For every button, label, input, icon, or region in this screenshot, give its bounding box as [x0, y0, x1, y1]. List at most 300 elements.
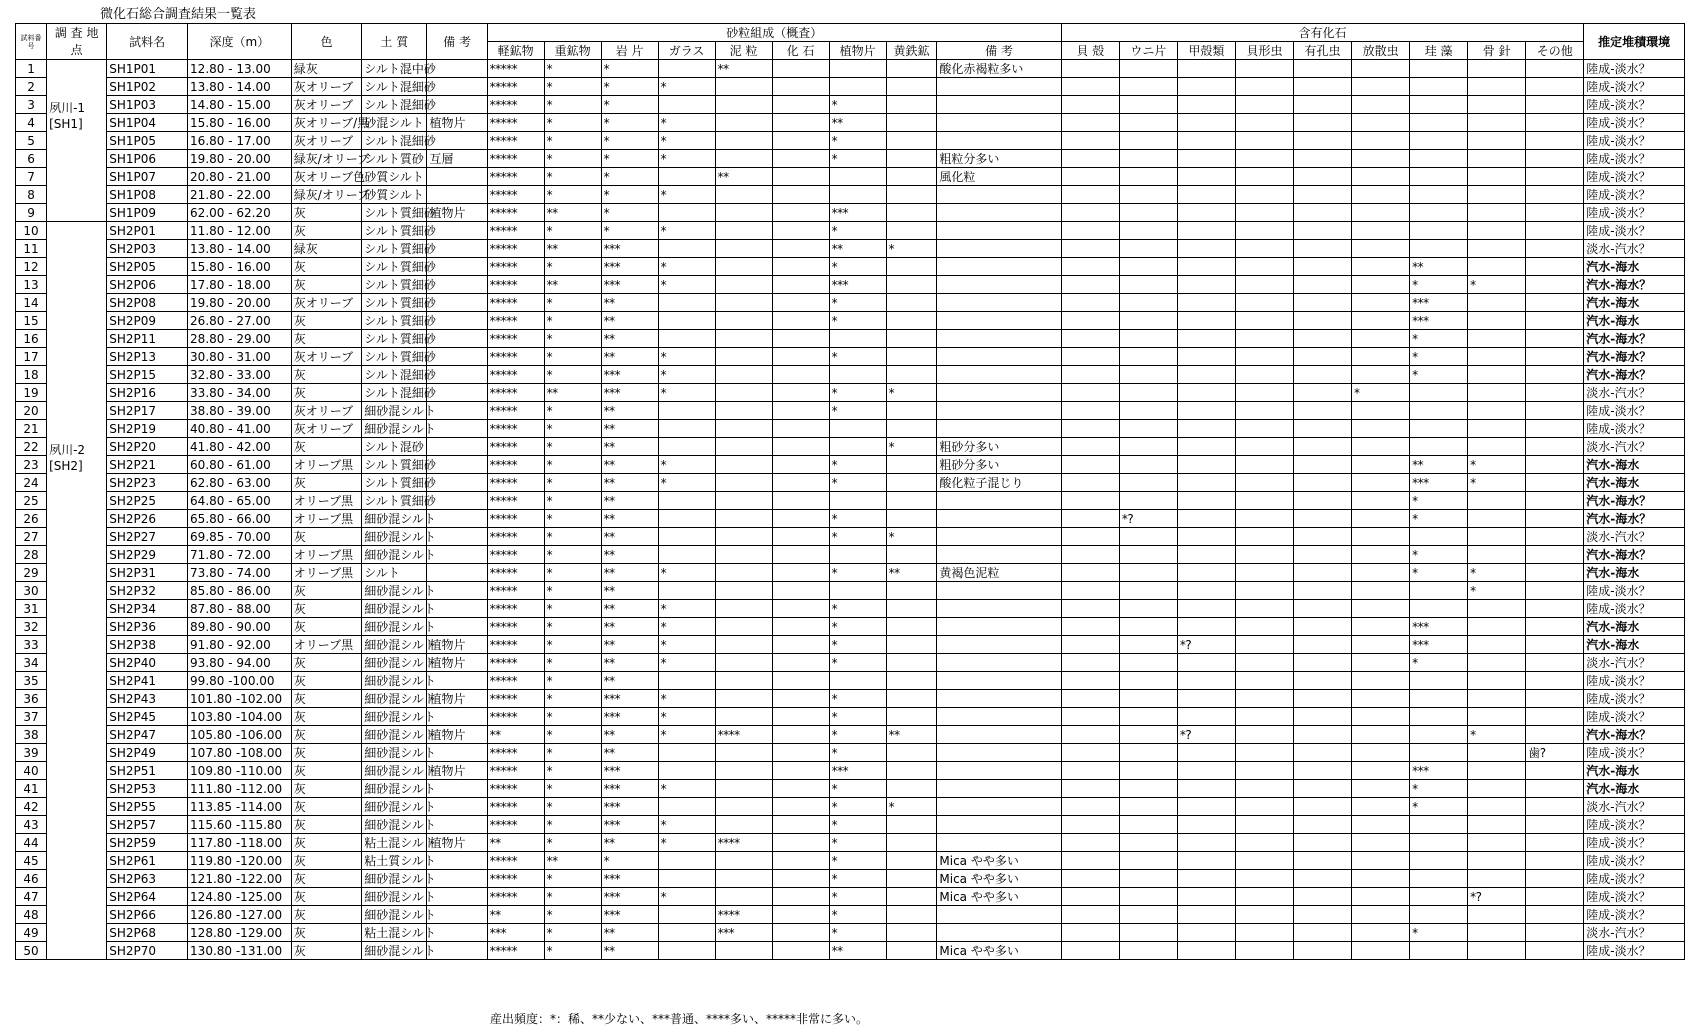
row-number: 49	[16, 924, 47, 942]
row-number: 32	[16, 618, 47, 636]
fossil-value	[1061, 834, 1119, 852]
fossil-value	[1061, 96, 1119, 114]
sand-composition-value: *	[658, 816, 715, 834]
fossil-value	[1410, 204, 1468, 222]
sand-composition-value: *	[829, 636, 886, 654]
table-row	[16, 672, 1685, 690]
sand-composition-value	[772, 96, 829, 114]
sand-composition-value	[715, 672, 772, 690]
fossil-value	[1352, 294, 1410, 312]
fossil-value	[1352, 888, 1410, 906]
fossil-value	[1294, 708, 1352, 726]
sand-composition-value: *	[658, 474, 715, 492]
sand-composition-value: *****	[487, 204, 544, 222]
sand-composition-value	[715, 492, 772, 510]
sand-composition-value: *	[544, 834, 601, 852]
fossil-value	[1294, 474, 1352, 492]
fossil-value	[1061, 582, 1119, 600]
sample-depth: 28.80 - 29.00	[188, 330, 292, 348]
sand-composition-value: *	[544, 420, 601, 438]
fossil-value	[1468, 132, 1526, 150]
sand-remarks	[937, 708, 1061, 726]
fossil-value: *?	[1468, 888, 1526, 906]
sample-soil: シルト質細砂	[362, 456, 427, 474]
fossil-value	[1526, 384, 1584, 402]
sand-composition-value	[715, 276, 772, 294]
fossil-value	[1235, 438, 1293, 456]
fossil-value	[1410, 420, 1468, 438]
sand-composition-value: ****	[715, 906, 772, 924]
sand-composition-value: *	[829, 564, 886, 582]
sand-remarks	[937, 834, 1061, 852]
fossil-value	[1119, 690, 1177, 708]
sample-color: 灰	[291, 384, 361, 402]
sample-color: オリーブ黒	[291, 636, 361, 654]
fossil-value	[1061, 474, 1119, 492]
header-sample: 試料名	[107, 24, 188, 60]
fossil-value	[1061, 690, 1119, 708]
sand-composition-value	[658, 96, 715, 114]
sample-soil: 細砂混シルト	[362, 762, 427, 780]
fossil-value	[1352, 168, 1410, 186]
fossil-value	[1294, 510, 1352, 528]
fossil-value	[1061, 204, 1119, 222]
sand-composition-value	[772, 420, 829, 438]
sand-composition-value	[715, 384, 772, 402]
sand-composition-value: *****	[487, 258, 544, 276]
sand-composition-value: **	[601, 744, 658, 762]
fossil-value	[1235, 636, 1293, 654]
sand-composition-value	[886, 258, 937, 276]
fossil-value	[1119, 582, 1177, 600]
fossil-value	[1235, 96, 1293, 114]
sand-composition-value: **	[601, 546, 658, 564]
table-row	[16, 600, 1685, 618]
sand-composition-value	[715, 438, 772, 456]
sample-depth: 17.80 - 18.00	[188, 276, 292, 294]
sample-name: SH2P66	[107, 906, 188, 924]
sample-name: SH2P36	[107, 618, 188, 636]
sand-composition-value: *	[829, 780, 886, 798]
sample-color: 灰	[291, 762, 361, 780]
fossil-value	[1119, 528, 1177, 546]
fossil-value	[1119, 762, 1177, 780]
sample-name: SH2P49	[107, 744, 188, 762]
sample-soil: 粘土質シルト	[362, 852, 427, 870]
fossil-value	[1294, 744, 1352, 762]
sand-composition-value: *	[544, 186, 601, 204]
sand-composition-value	[658, 204, 715, 222]
fossil-value	[1352, 870, 1410, 888]
row-number: 3	[16, 96, 47, 114]
sample-color: 灰	[291, 942, 361, 960]
fossil-value	[1177, 708, 1235, 726]
sand-composition-value	[772, 474, 829, 492]
sand-composition-value: *	[658, 114, 715, 132]
fossil-value	[1235, 384, 1293, 402]
sample-name: SH2P15	[107, 366, 188, 384]
sand-composition-value	[772, 618, 829, 636]
fossil-value	[1410, 690, 1468, 708]
sand-composition-value: ***	[487, 924, 544, 942]
sample-color: オリーブ黒	[291, 564, 361, 582]
sand-composition-value: *****	[487, 564, 544, 582]
table-row	[16, 132, 1685, 150]
fossil-value	[1468, 744, 1526, 762]
fossil-value	[1235, 132, 1293, 150]
fossil-value	[1352, 78, 1410, 96]
sand-composition-value	[829, 420, 886, 438]
sand-composition-value: *	[829, 474, 886, 492]
sand-composition-value: *****	[487, 852, 544, 870]
sample-depth: 130.80 -131.00	[188, 942, 292, 960]
header-soil: 土 質	[362, 24, 427, 60]
fossil-value	[1061, 798, 1119, 816]
fossil-value	[1468, 60, 1526, 78]
sand-composition-value: *****	[487, 798, 544, 816]
fossil-value	[1177, 474, 1235, 492]
sand-composition-value	[715, 744, 772, 762]
fossil-value	[1526, 438, 1584, 456]
sample-depth: 105.80 -106.00	[188, 726, 292, 744]
sand-remarks	[937, 762, 1061, 780]
sand-composition-value: **	[886, 564, 937, 582]
depositional-environment: 陸成-淡水？	[1584, 744, 1685, 762]
fossil-value	[1352, 438, 1410, 456]
sand-composition-value: *	[658, 132, 715, 150]
site-name: 夙川-2	[49, 443, 86, 457]
sand-composition-value: *	[829, 744, 886, 762]
sand-composition-value	[772, 132, 829, 150]
fossil-value	[1061, 492, 1119, 510]
sand-composition-value: *	[829, 384, 886, 402]
sand-composition-value: *****	[487, 96, 544, 114]
site-name: 夙川-1	[49, 101, 86, 115]
sample-color: 灰	[291, 276, 361, 294]
sand-composition-value	[715, 942, 772, 960]
fossil-value	[1468, 258, 1526, 276]
fossil-value	[1468, 438, 1526, 456]
sand-composition-value	[886, 618, 937, 636]
sample-color: 灰	[291, 330, 361, 348]
depositional-environment: 陸成-淡水？	[1584, 60, 1685, 78]
sample-depth: 113.85 -114.00	[188, 798, 292, 816]
fossil-value	[1235, 186, 1293, 204]
sample-remarks	[427, 600, 487, 618]
header-fossil-col: 骨 針	[1468, 42, 1526, 60]
sand-composition-value: *****	[487, 474, 544, 492]
sample-soil: シルト質細砂	[362, 312, 427, 330]
fossil-value	[1177, 276, 1235, 294]
sand-composition-value: *	[658, 888, 715, 906]
header-no: 試料番号	[16, 24, 47, 60]
fossil-value	[1119, 438, 1177, 456]
sample-color: 灰オリーブ	[291, 96, 361, 114]
sand-composition-value	[772, 582, 829, 600]
sand-composition-value	[772, 888, 829, 906]
sample-depth: 69.85 - 70.00	[188, 528, 292, 546]
sand-composition-value	[772, 348, 829, 366]
sample-color: 緑灰	[291, 240, 361, 258]
header-fossil-col: 珪 藻	[1410, 42, 1468, 60]
row-number: 50	[16, 942, 47, 960]
depositional-environment: 汽水-海水	[1584, 762, 1685, 780]
sample-color: オリーブ黒	[291, 456, 361, 474]
sample-depth: 12.80 - 13.00	[188, 60, 292, 78]
sand-composition-value: *	[544, 150, 601, 168]
header-color: 色	[291, 24, 361, 60]
sand-composition-value: ***	[829, 204, 886, 222]
sample-name: SH2P25	[107, 492, 188, 510]
fossil-value	[1177, 60, 1235, 78]
table-title: 微化石総合調査結果一覧表	[100, 7, 257, 22]
table-row	[16, 330, 1685, 348]
fossil-value	[1352, 762, 1410, 780]
sample-depth: 30.80 - 31.00	[188, 348, 292, 366]
sample-color: 灰	[291, 834, 361, 852]
sample-remarks	[427, 852, 487, 870]
table-row	[16, 420, 1685, 438]
fossil-value	[1119, 636, 1177, 654]
fossil-value	[1410, 132, 1468, 150]
sand-composition-value	[772, 492, 829, 510]
sand-composition-value	[886, 510, 937, 528]
sand-composition-value	[715, 258, 772, 276]
sample-color: 灰オリーブ	[291, 420, 361, 438]
sand-composition-value	[658, 294, 715, 312]
row-number: 14	[16, 294, 47, 312]
sand-composition-value	[658, 852, 715, 870]
header-sand-group: 砂粒組成（概査）	[487, 24, 1061, 42]
sample-color: 灰	[291, 474, 361, 492]
row-number: 12	[16, 258, 47, 276]
sand-composition-value: *****	[487, 780, 544, 798]
fossil-value	[1119, 618, 1177, 636]
fossil-value	[1468, 294, 1526, 312]
fossil-value	[1468, 834, 1526, 852]
fossil-value	[1468, 96, 1526, 114]
depositional-environment: 淡水-汽水？	[1584, 924, 1685, 942]
row-number: 4	[16, 114, 47, 132]
fossil-value	[1235, 726, 1293, 744]
sand-composition-value	[658, 240, 715, 258]
fossil-value	[1177, 330, 1235, 348]
sample-name: SH2P57	[107, 816, 188, 834]
sample-color: 灰オリーブ	[291, 78, 361, 96]
sand-composition-value: *****	[487, 582, 544, 600]
sand-composition-value	[715, 708, 772, 726]
sand-remarks	[937, 618, 1061, 636]
sample-remarks	[427, 528, 487, 546]
sand-composition-value: *****	[487, 528, 544, 546]
sample-soil: 細砂混シルト	[362, 780, 427, 798]
depositional-environment: 陸成-淡水？	[1584, 132, 1685, 150]
table-row	[16, 582, 1685, 600]
sand-composition-value: *	[544, 672, 601, 690]
table-row	[16, 366, 1685, 384]
fossil-value	[1410, 726, 1468, 744]
fossil-value	[1526, 600, 1584, 618]
fossil-value	[1352, 600, 1410, 618]
sand-composition-value: ****	[715, 834, 772, 852]
fossil-value	[1235, 888, 1293, 906]
fossil-value: *	[1468, 726, 1526, 744]
depositional-environment: 淡水-汽水？	[1584, 654, 1685, 672]
sand-composition-value	[715, 150, 772, 168]
sand-composition-value	[772, 780, 829, 798]
fossil-value	[1352, 528, 1410, 546]
row-number: 25	[16, 492, 47, 510]
fossil-value	[1294, 636, 1352, 654]
fossil-value	[1235, 546, 1293, 564]
fossil-value	[1235, 600, 1293, 618]
fossil-value	[1177, 600, 1235, 618]
fossil-value	[1526, 114, 1584, 132]
fossil-value	[1352, 942, 1410, 960]
sample-color: 灰	[291, 312, 361, 330]
fossil-value	[1526, 348, 1584, 366]
sample-name: SH2P03	[107, 240, 188, 258]
sand-composition-value: *	[658, 348, 715, 366]
sand-composition-value	[772, 60, 829, 78]
sample-depth: 119.80 -120.00	[188, 852, 292, 870]
fossil-value	[1468, 492, 1526, 510]
fossil-value	[1061, 384, 1119, 402]
fossil-value	[1235, 834, 1293, 852]
sand-composition-value	[886, 600, 937, 618]
fossil-value	[1235, 402, 1293, 420]
fossil-value: ***	[1410, 312, 1468, 330]
fossil-value	[1061, 564, 1119, 582]
header-site: 調 査 地 点	[47, 24, 107, 60]
fossil-value	[1235, 564, 1293, 582]
sand-remarks	[937, 204, 1061, 222]
fossil-value	[1177, 852, 1235, 870]
sample-depth: 85.80 - 86.00	[188, 582, 292, 600]
sample-remarks	[427, 276, 487, 294]
fossil-value	[1235, 672, 1293, 690]
fossil-value: *?	[1177, 726, 1235, 744]
sample-color: 灰	[291, 924, 361, 942]
sample-color: 灰オリーブ	[291, 348, 361, 366]
sample-remarks	[427, 186, 487, 204]
fossil-value	[1468, 672, 1526, 690]
sample-name: SH2P05	[107, 258, 188, 276]
fossil-value	[1235, 744, 1293, 762]
fossil-value	[1352, 726, 1410, 744]
fossil-value	[1235, 276, 1293, 294]
row-number: 19	[16, 384, 47, 402]
fossil-value	[1294, 204, 1352, 222]
sand-composition-value: **	[601, 474, 658, 492]
sample-remarks	[427, 618, 487, 636]
sand-composition-value	[658, 546, 715, 564]
sample-name: SH2P23	[107, 474, 188, 492]
sand-composition-value	[658, 60, 715, 78]
depositional-environment: 汽水-海水？	[1584, 348, 1685, 366]
table-row	[16, 402, 1685, 420]
sand-composition-value: *	[658, 780, 715, 798]
sand-composition-value	[829, 186, 886, 204]
sample-depth: 15.80 - 16.00	[188, 114, 292, 132]
sand-composition-value	[772, 924, 829, 942]
sand-composition-value: **	[487, 726, 544, 744]
fossil-value	[1526, 690, 1584, 708]
fossil-value	[1468, 546, 1526, 564]
fossil-value	[1177, 348, 1235, 366]
sand-composition-value: *	[829, 654, 886, 672]
sand-composition-value: *	[601, 96, 658, 114]
fossil-value	[1468, 204, 1526, 222]
row-number: 13	[16, 276, 47, 294]
fossil-value	[1352, 456, 1410, 474]
sand-composition-value	[886, 780, 937, 798]
row-number: 29	[16, 564, 47, 582]
sand-composition-value: **	[829, 114, 886, 132]
sand-composition-value: **	[601, 330, 658, 348]
fossil-value	[1294, 132, 1352, 150]
sand-composition-value	[658, 312, 715, 330]
sand-composition-value	[658, 492, 715, 510]
sample-color: 灰	[291, 222, 361, 240]
results-table	[15, 23, 1685, 960]
sand-composition-value: **	[601, 942, 658, 960]
sand-composition-value: *****	[487, 690, 544, 708]
header-fossil-group: 含有化石	[1061, 24, 1583, 42]
fossil-value	[1061, 330, 1119, 348]
sand-composition-value: *	[544, 60, 601, 78]
sand-composition-value: **	[715, 60, 772, 78]
sample-depth: 62.00 - 62.20	[188, 204, 292, 222]
fossil-value	[1294, 276, 1352, 294]
sample-depth: 89.80 - 90.00	[188, 618, 292, 636]
fossil-value	[1177, 780, 1235, 798]
sand-composition-value: *	[658, 186, 715, 204]
sand-composition-value	[772, 762, 829, 780]
row-number: 6	[16, 150, 47, 168]
depositional-environment: 汽水-海水	[1584, 456, 1685, 474]
row-number: 48	[16, 906, 47, 924]
sand-composition-value: *	[601, 60, 658, 78]
fossil-value: *	[1410, 348, 1468, 366]
fossil-value	[1294, 582, 1352, 600]
depositional-environment: 汽水-海水？	[1584, 510, 1685, 528]
fossil-value	[1294, 168, 1352, 186]
fossil-value	[1119, 96, 1177, 114]
sand-composition-value	[715, 186, 772, 204]
fossil-value	[1177, 906, 1235, 924]
sample-depth: 73.80 - 74.00	[188, 564, 292, 582]
sample-name: SH2P63	[107, 870, 188, 888]
table-row	[16, 276, 1685, 294]
frequency-legend: 産出頻度：*：稀、**少ない、***普通、****多い、*****非常に多い。	[490, 1012, 869, 1026]
sample-color: 灰	[291, 726, 361, 744]
sand-composition-value	[886, 924, 937, 942]
sand-composition-value	[772, 744, 829, 762]
sample-remarks	[427, 888, 487, 906]
sample-color: 灰	[291, 582, 361, 600]
sample-color: 灰オリーブ	[291, 294, 361, 312]
fossil-value	[1235, 852, 1293, 870]
sample-remarks	[427, 870, 487, 888]
fossil-value	[1061, 636, 1119, 654]
sand-composition-value	[772, 294, 829, 312]
row-number: 8	[16, 186, 47, 204]
depositional-environment: 陸成-淡水？	[1584, 186, 1685, 204]
fossil-value	[1235, 366, 1293, 384]
row-number: 31	[16, 600, 47, 618]
sand-remarks	[937, 528, 1061, 546]
